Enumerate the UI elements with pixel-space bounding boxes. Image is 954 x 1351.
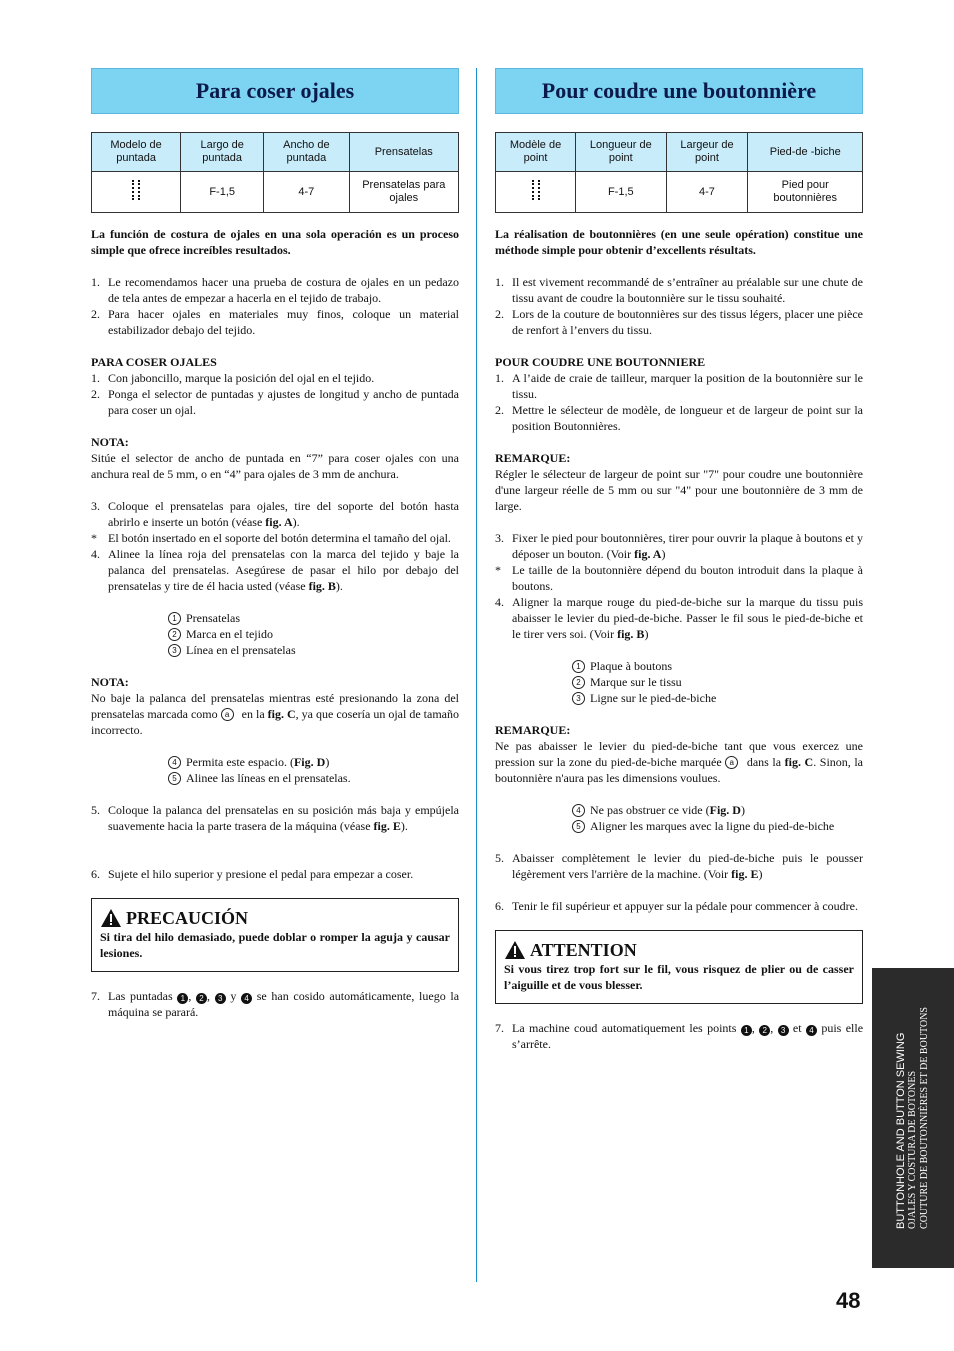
warning-icon — [100, 908, 122, 928]
list-item: 4. Alinee la línea roja del prensatelas con la marca del tejido y baje la palanca del prensatelas. Asegúrese de pasar el hilo por debajo del prensatelas y tire de él hacia usted (véase fig. B). — [91, 547, 459, 593]
section-heading: POUR COUDRE UNE BOUTONNIERE — [495, 355, 706, 369]
list-item: 4. Aligner la marque rouge du pied-de-biche sur la marque du tissu puis abaisser le levier du pied-de-biche. Passer le fil sous le pied-de-biche et le tirer vers soi. (Voir fig. B) — [495, 595, 863, 641]
table-cell: Prensatelas para ojales — [349, 172, 458, 213]
side-tab-label-es: OJALES Y COSTURA DE BOTONES — [907, 1070, 918, 1229]
legend-item: 5 Aligner les marques avec la ligne du pied-de-biche — [495, 818, 863, 834]
legend-item: 1 Prensatelas — [91, 610, 459, 626]
note-text: Ne pas abaisser le levier du pied-de-biche tant que vous exercez une pression sur la zone du pied-de-biche marquée a dans la fig. C. Sinon, la boutonnière n'aura pas les dimensions voulues. — [495, 739, 864, 785]
caution-box — [495, 930, 863, 1004]
table-header: Prensatelas — [349, 133, 458, 172]
intro-text: La función de costura de ojales en una sola operación es un proceso simple que ofrece increíbles resultados. — [91, 227, 459, 257]
side-tab-label-en: BUTTONHOLE AND BUTTON SEWING — [895, 1032, 907, 1229]
legend-item: 2 Marca en el tejido — [91, 626, 459, 642]
list-item: 1. Con jaboncillo, marque la posición del ojal en el tejido. — [91, 371, 375, 385]
caution-title: ATTENTION — [530, 940, 637, 960]
table-header: Longueur de point — [576, 133, 666, 172]
table-cell: 4-7 — [666, 172, 748, 213]
table-cell — [496, 172, 576, 213]
french-column — [495, 68, 863, 1052]
list-item: 7. Las puntadas 1 , 2 , 3 y 4 se han cosido automáticamente, luego la máquina se parará. — [91, 989, 460, 1019]
caution-text: Si tira del hilo demasiado, puede doblar o romper la aguja y causar lesiones. — [100, 930, 450, 960]
table-cell — [92, 172, 181, 213]
spanish-column — [91, 68, 459, 1020]
table-row — [92, 172, 459, 213]
page-number: 48 — [836, 1288, 861, 1313]
list-item: 6. Tenir le fil supérieur et appuyer sur la pédale pour commencer à coudre. — [495, 899, 859, 913]
note-text: Régler le sélecteur de largeur de point sur "7" pour coudre une boutonnière d'une largeur réelle de 5 mm ou sur "4" pour une boutonnière de 3 mm de large. — [495, 467, 863, 513]
table-row — [496, 172, 863, 213]
table-header: Largeur de point — [666, 133, 748, 172]
caution-title: PRECAUCIÓN — [126, 908, 249, 928]
list-item: 6. Sujete el hilo superior y presione el pedal para empezar a coser. — [91, 867, 414, 881]
list-item: 3. Coloque el prensatelas para ojales, tire del soporte del botón hasta abrirlo e inserte un botón (véase fig. A). — [91, 499, 459, 529]
legend-item: 4 Ne pas obstruer ce vide (Fig. D) — [495, 802, 863, 818]
table-cell: 4-7 — [264, 172, 349, 213]
caution-text: Si vous tirez trop fort sur le fil, vous risquez de plier ou de casser l’aiguille et de vous blesser. — [504, 962, 854, 992]
settings-table-fr — [495, 132, 863, 213]
table-header: Modèle de point — [496, 133, 576, 172]
list-item: 5. Coloque la palanca del prensatelas en su posición más baja y empújela suavemente hacia la parte trasera de la máquina (véase fig. E). — [91, 803, 459, 833]
section-title-es: Para coser ojales — [91, 68, 459, 114]
list-item: 1. A l’aide de craie de tailleur, marquer la position de la boutonnière sur le tissu. — [495, 371, 863, 401]
table-header-row — [496, 133, 863, 172]
table-header: Modelo de puntada — [92, 133, 181, 172]
legend-item: 2 Marque sur le tissu — [495, 674, 863, 690]
note-heading: REMARQUE: — [495, 451, 571, 465]
side-tab-label-fr: COUTURE DE BOUTONNIÈRES ET DE BOUTONS — [919, 1007, 930, 1229]
table-cell: F-1,5 — [576, 172, 666, 213]
legend-item: 5 Alinee las líneas en el prensatelas. — [91, 770, 459, 786]
buttonhole-stitch-icon — [532, 180, 540, 200]
column-divider — [476, 68, 477, 1282]
table-header: Ancho de puntada — [264, 133, 349, 172]
table-header-row — [92, 133, 459, 172]
note-heading: NOTA: — [91, 675, 129, 689]
intro-text: La réalisation de boutonnières (en une seule opération) constitue une méthode simple pour obtenir d’excellents résultats. — [495, 227, 863, 257]
section-heading: PARA COSER OJALES — [91, 355, 217, 369]
list-item: 7. La machine coud automatiquement les points 1 , 2 , 3 et 4 puis elle s’arrête. — [495, 1021, 864, 1051]
list-item: 2. Mettre le sélecteur de modèle, de longueur et de largeur de point sur la position Boutonnières. — [495, 403, 863, 433]
legend-item: 4 Permita este espacio. (Fig. D) — [91, 754, 459, 770]
list-item: 2. Para hacer ojales en materiales muy finos, coloque un material estabilizador debajo del tejido. — [91, 307, 459, 337]
list-item: 1. Il est vivement recommandé de s’entraîner au préalable sur une chute de tissu avant de coudre la boutonnière sur le tissu souhaité. — [495, 275, 863, 305]
legend-item: 3 Ligne sur le pied-de-biche — [495, 690, 863, 706]
table-cell: F-1,5 — [181, 172, 264, 213]
list-item: 3. Fixer le pied pour boutonnières, tirer pour ouvrir la plaque à boutons et y déposer un bouton. (Voir fig. A) — [495, 531, 863, 561]
table-header: Pied-de -biche — [748, 133, 863, 172]
warning-icon — [504, 940, 526, 960]
section-title-fr: Pour coudre une boutonnière — [495, 68, 863, 114]
note-text: No baje la palanca del prensatelas mientras esté presionando la zona del prensatelas marcada como a en la fig. C, ya que cosería un ojal de tamaño incorrecto. — [91, 691, 459, 737]
list-item: * Le taille de la boutonnière dépend du bouton introduit dans la plaque à boutons. — [495, 563, 863, 593]
legend-item: 3 Línea en el prensatelas — [91, 642, 459, 658]
buttonhole-stitch-icon — [132, 180, 140, 200]
list-item: 2. Lors de la couture de boutonnières sur des tissus légers, placer une pièce de renfort à l’envers du tissu. — [495, 307, 863, 337]
list-item: 5. Abaisser complètement le levier du pied-de-biche puis le pousser légèrement vers l'arrière de la machine. (Voir fig. E) — [495, 851, 863, 881]
note-text: Sitúe el selector de ancho de puntada en “7” para coser ojales con una anchura real de 5 mm, o en “4” para ojales de 3 mm de anchura. — [91, 451, 459, 481]
note-heading: REMARQUE: — [495, 723, 571, 737]
settings-table-es — [91, 132, 459, 213]
list-item: * El botón insertado en el soporte del botón determina el tamaño del ojal. — [91, 531, 451, 545]
table-header: Largo de puntada — [181, 133, 264, 172]
list-item: 2. Ponga el selector de puntadas y ajustes de longitud y ancho de puntada para coser un ojal. — [91, 387, 459, 417]
legend-item: 1 Plaque à boutons — [495, 658, 863, 674]
note-heading: NOTA: — [91, 435, 129, 449]
caution-box — [91, 898, 459, 972]
chapter-side-tab — [872, 968, 954, 1268]
list-item: 1. Le recomendamos hacer una prueba de costura de ojales en un pedazo de tela antes de empezar a hacerla en el tejido de trabajo. — [91, 275, 459, 305]
table-cell: Pied pour boutonnières — [748, 172, 863, 213]
